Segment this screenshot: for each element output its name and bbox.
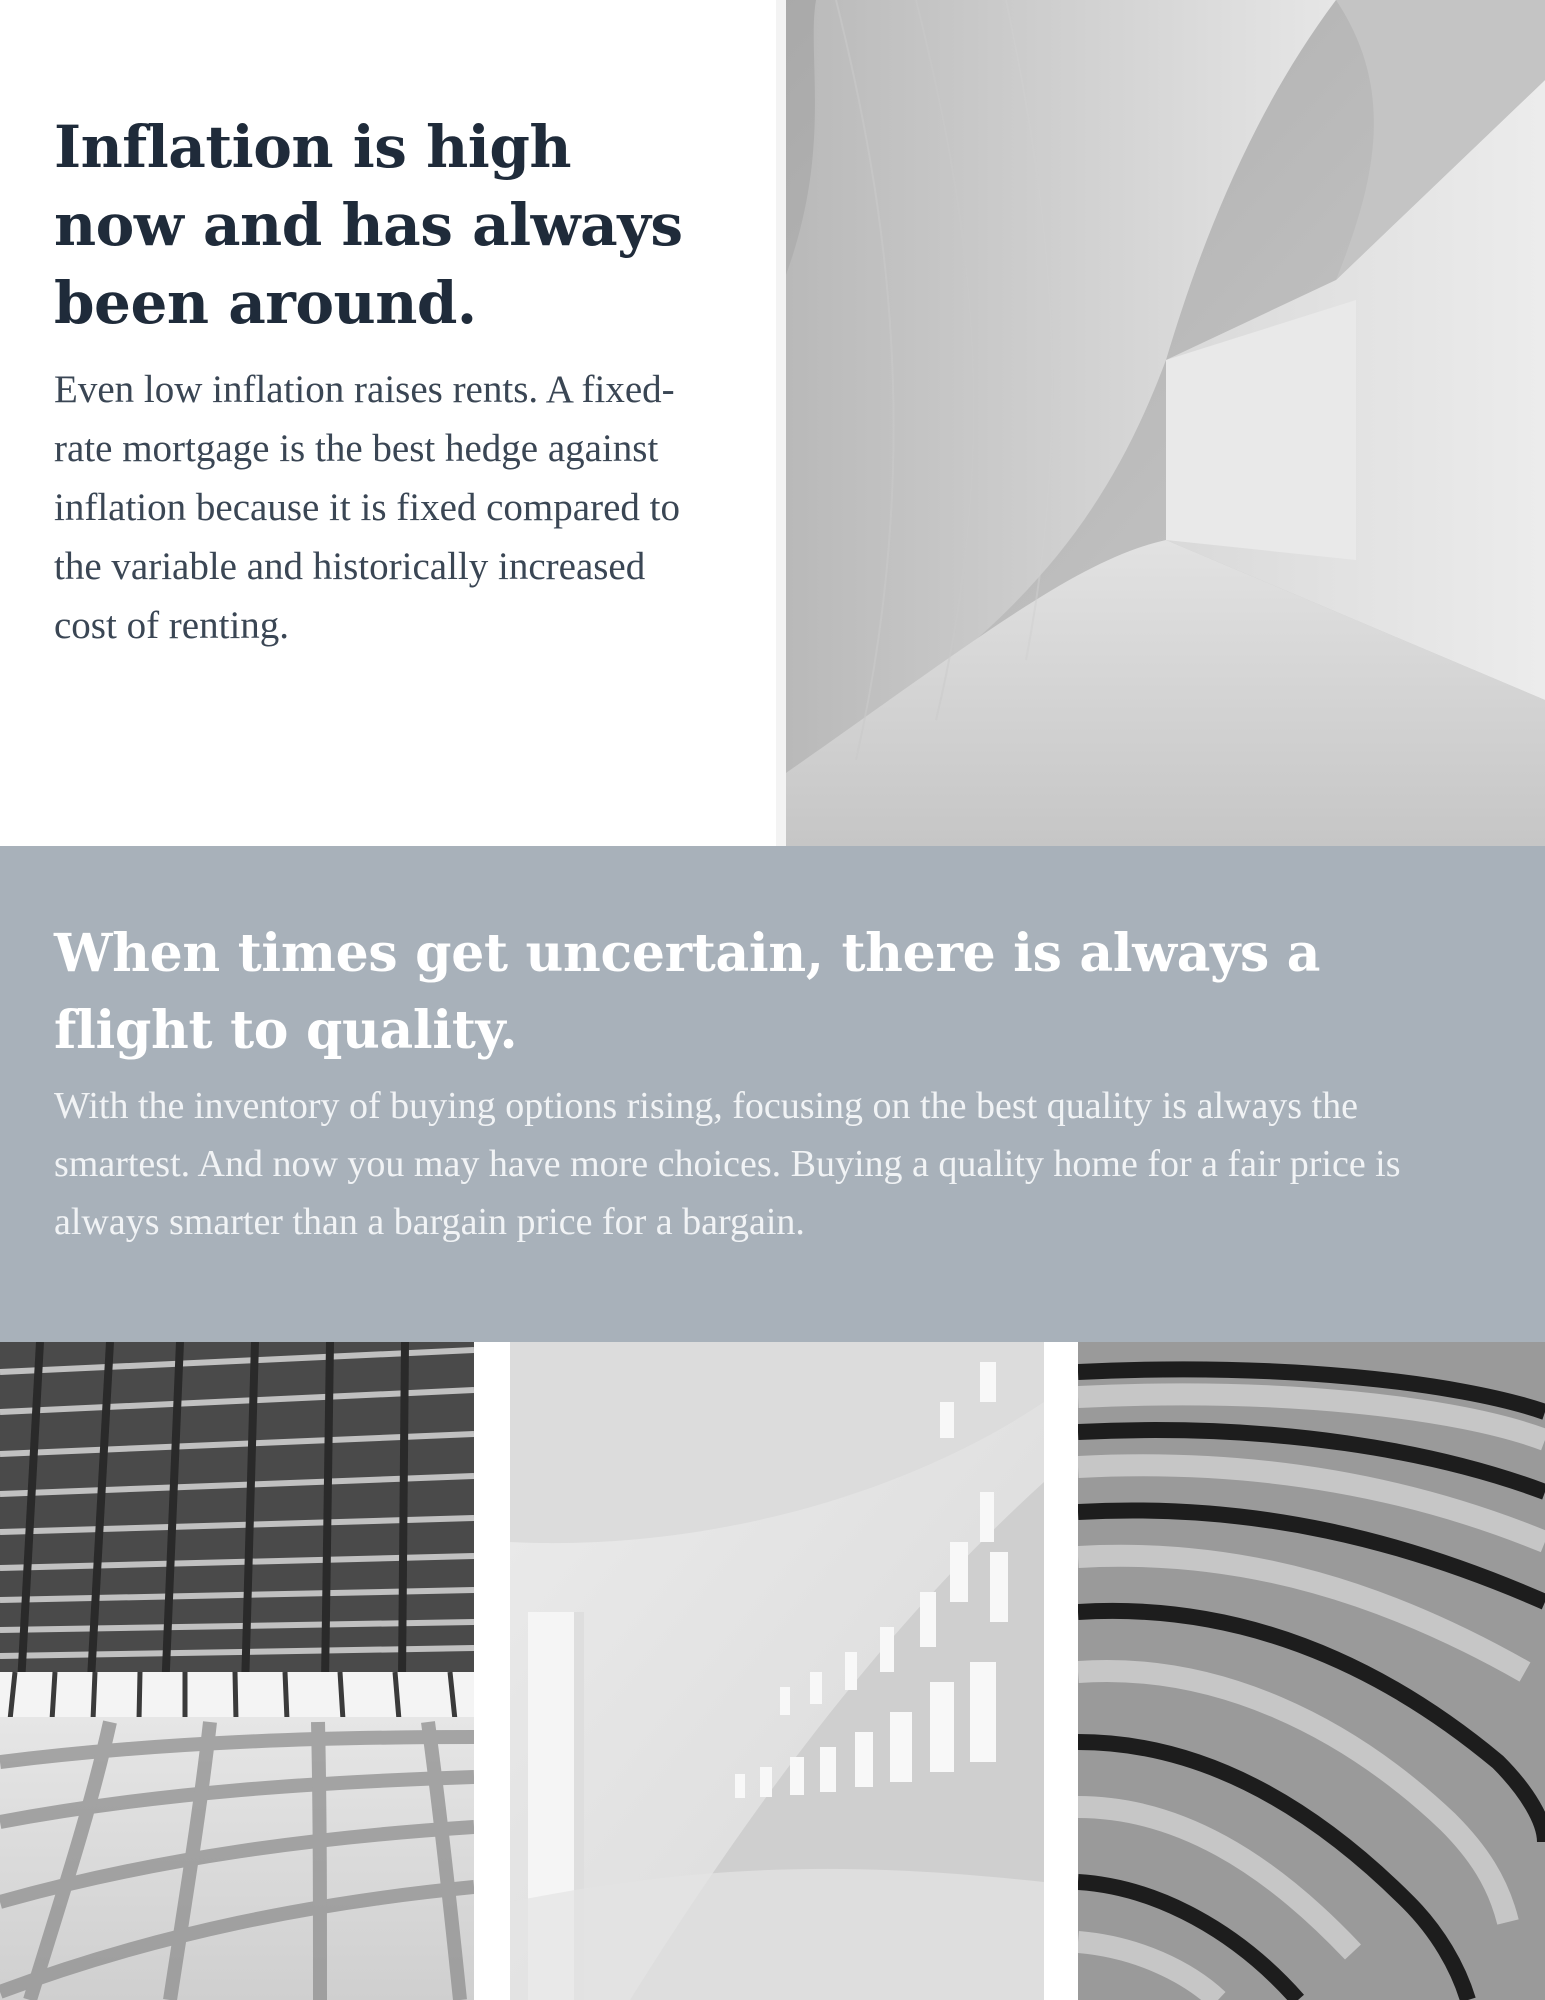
glass-roof-hall-photo xyxy=(0,1342,474,2000)
band-text-block xyxy=(54,915,1494,1251)
band-body: With the inventory of buying options rising, focusing on the best quality is always the smartest. And now you may have more choices. Buying a quality home for a fair price is always smarter than a bargain price for a bargain. xyxy=(54,1085,1401,1243)
band-heading: When times get uncertain, there is always a flight to quality. xyxy=(54,923,1321,1061)
photo-row xyxy=(0,1342,1545,2000)
intro-heading: Inflation is high now and has always been around. xyxy=(54,113,683,337)
intro-text-block xyxy=(54,108,694,655)
intro-body: Even low inflation raises rents. A fixed-rate mortgage is the best hedge against inflation because it is fixed compared to the variable and historically increased cost of renting. xyxy=(54,368,680,647)
quality-band xyxy=(0,846,1545,1342)
intro-section xyxy=(0,0,1545,846)
abstract-white-interior-photo xyxy=(776,0,1545,846)
curved-stairs-photo xyxy=(1078,1342,1545,2000)
curved-corridor-photo xyxy=(510,1342,1044,2000)
